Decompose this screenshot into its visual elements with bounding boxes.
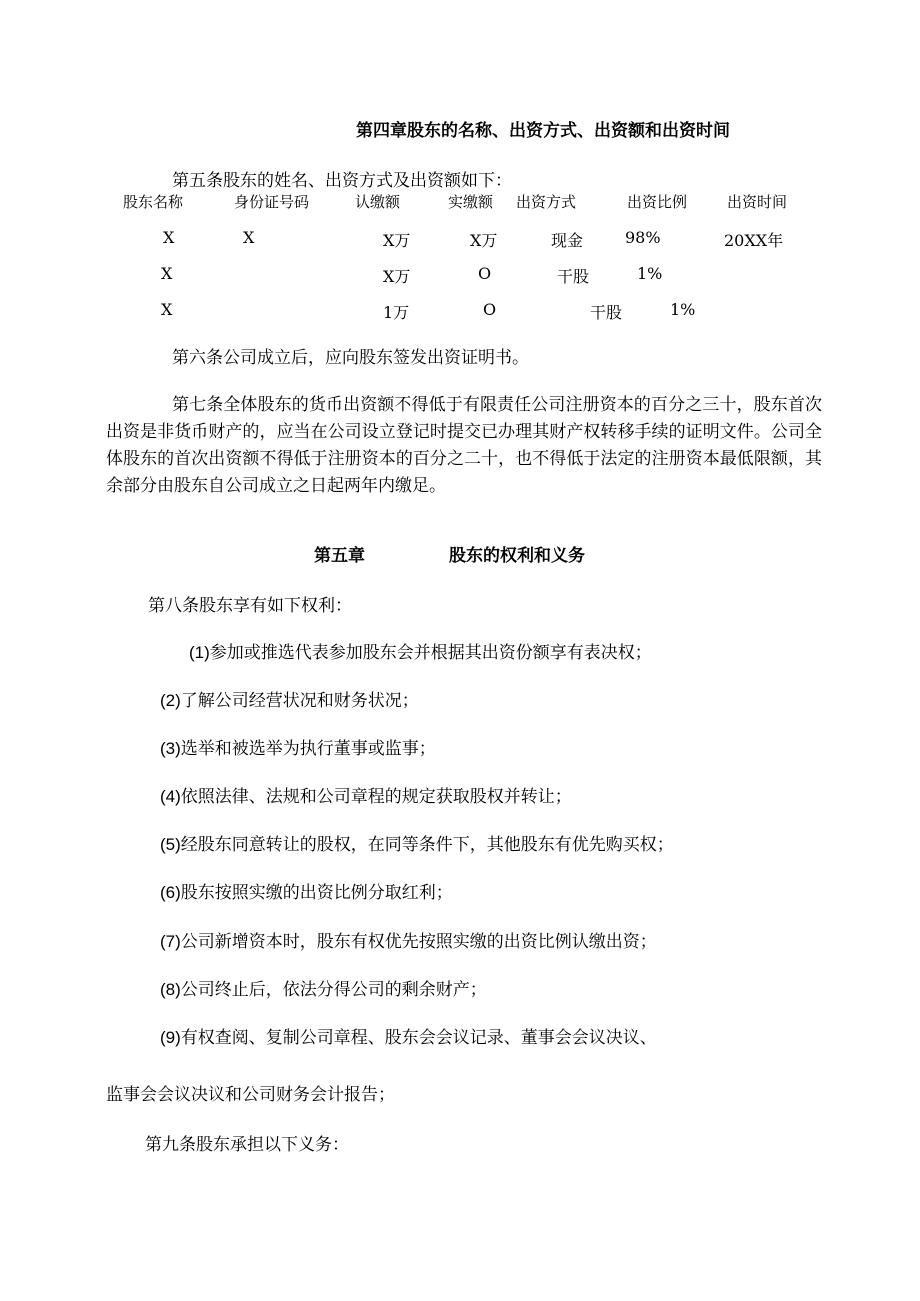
list-item-text: 参加或推选代表参加股东会并根据其出资份额享有表决权； <box>209 643 652 663</box>
table-cell: 1% <box>637 264 663 283</box>
table-cell: X万 <box>383 267 411 286</box>
table-cell: X <box>243 228 255 247</box>
chapter5-title: 股东的权利和义务 <box>449 546 585 566</box>
list-item-text: 公司新增资本时，股东有权优先按照实缴的出资比例认缴出资； <box>180 932 657 952</box>
list-item-text: 依照法律、法规和公司章程的规定获取股权并转让； <box>180 787 572 807</box>
list-item-continuation: 监事会会议决议和公司财务会计报告； <box>106 1085 395 1105</box>
list-item <box>160 734 436 759</box>
chapter5-number: 第五章 <box>314 546 365 566</box>
col-header-id: 身份证号码 <box>234 193 310 211</box>
table-cell: 1万 <box>383 303 410 322</box>
chapter4-heading: 第四章股东的名称、出资方式、出资额和出资时间 <box>356 121 730 141</box>
list-item-number: (1) <box>189 643 210 662</box>
table-cell: 98% <box>625 228 661 247</box>
list-item-number: (6) <box>160 883 181 902</box>
table-cell: 现金 <box>551 231 584 250</box>
table-cell: 1% <box>670 300 696 319</box>
table-cell: 干股 <box>590 303 623 322</box>
list-item <box>160 1023 657 1048</box>
list-item-text: 选举和被选举为执行董事或监事； <box>180 739 436 759</box>
col-header-time: 出资时间 <box>727 193 788 211</box>
col-header-ratio: 出资比例 <box>627 193 688 211</box>
list-item <box>160 830 674 855</box>
list-item-number: (8) <box>160 980 181 999</box>
list-item-number: (2) <box>160 691 181 710</box>
col-header-paid: 实缴额 <box>448 193 494 211</box>
list-item <box>160 878 453 903</box>
article7-text: 第七条全体股东的货币出资额不得低于有限责任公司注册资本的百分之三十，股东首次出资是非货币财产的，应当在公司设立登记时提交已办理其财产权转移手续的证明文件。公司全体股东的首次出资额不得低于注册资本的百分之二十，也不得低于法定的注册资本最低限额，其余部分由股东自公司成立之日起两年内缴足。 <box>106 395 822 496</box>
col-header-subscribed: 认缴额 <box>355 193 401 211</box>
table-cell: X <box>161 300 173 319</box>
article8-intro: 第八条股东享有如下权利： <box>148 596 352 616</box>
list-item-text: 股东按照实缴的出资比例分取红利； <box>180 883 453 903</box>
list-item-text: 有权查阅、复制公司章程、股东会会议记录、董事会会议决议、 <box>180 1028 657 1048</box>
table-cell: X <box>163 228 175 247</box>
article5-text: 第五条股东的姓名、出资方式及出资额如下： <box>172 171 512 191</box>
list-item <box>160 975 487 1000</box>
list-item <box>160 686 419 711</box>
list-item-number: (7) <box>160 932 181 951</box>
list-item-number: (5) <box>160 835 181 854</box>
table-cell: X <box>161 264 173 283</box>
list-item-text: 了解公司经营状况和财务状况； <box>180 691 419 711</box>
list-item <box>189 638 652 663</box>
list-item-number: (4) <box>160 787 181 806</box>
article6-text: 第六条公司成立后，应向股东签发出资证明书。 <box>172 348 529 368</box>
list-item-text: 公司终止后，依法分得公司的剩余财产； <box>180 980 487 1000</box>
list-item <box>160 927 657 952</box>
table-cell: O <box>483 300 497 319</box>
list-item <box>160 782 572 807</box>
col-header-method: 出资方式 <box>516 193 577 211</box>
list-item-text: 经股东同意转让的股权，在同等条件下，其他股东有优先购买权； <box>180 835 674 855</box>
list-item-number: (3) <box>160 739 181 758</box>
table-cell: 20XX年 <box>724 231 784 250</box>
table-cell: O <box>478 264 492 283</box>
table-cell: X万 <box>383 231 411 250</box>
list-item-number: (9) <box>160 1028 181 1047</box>
table-cell: 干股 <box>557 267 590 286</box>
table-cell: X万 <box>470 231 498 250</box>
col-header-name: 股东名称 <box>123 193 184 211</box>
article9-text: 第九条股东承担以下义务： <box>145 1135 349 1155</box>
